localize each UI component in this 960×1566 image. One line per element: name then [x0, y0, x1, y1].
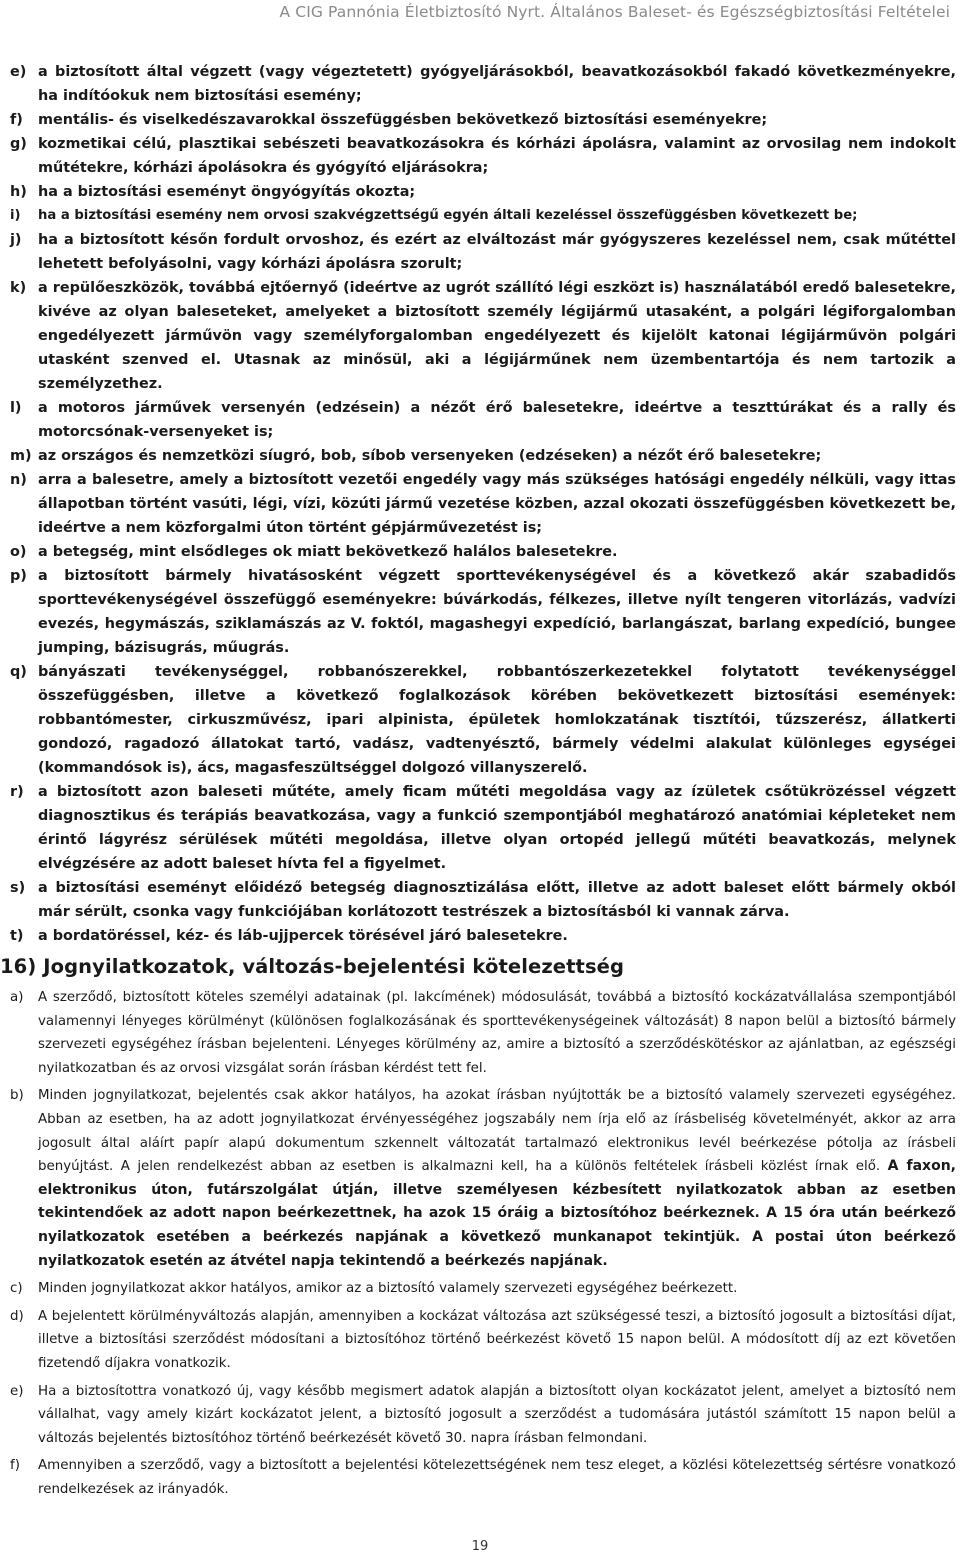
item-text: a biztosított bármely hivatásosként végzett sporttevékenységével és a következő akár szabadidős sporttevékenységével összefüggő eseményekre: búvárkodás, félkezes, illetve nyílt tengeren vitorlázás, vadvízi evezés, hegymászás, sziklamászás az V. foktól, magashegyi expedíció, barlangászat, barlang expedíció, bungee jumping, bázisugrás, műugrás.: [38, 568, 956, 656]
item-label: n): [10, 472, 27, 488]
page-number: 19: [471, 1539, 489, 1554]
item-label: i): [10, 208, 21, 223]
item-label: m): [10, 448, 32, 464]
item-label: j): [10, 232, 22, 248]
item-label: t): [10, 928, 24, 944]
item-text: Amennyiben a szerződő, vagy a biztosított a bejelentési kötelezettségének nem tesz eleget, a közlési kötelezettség sértésre vonatkozó rendelkezések az irányadók.: [38, 1458, 956, 1497]
item-text: a motoros járművek versenyén (edzésein) a nézőt érő balesetekre, ideértve a teszttúrákat és a rally és motorcsónak-versenyeket is;: [38, 400, 956, 440]
item-bold-text: A faxon, elektronikus úton, futárszolgálat útján, illetve személyesen kézbesített nyilatkozatok abban az esetben tekintendőek az adott napon beérkezettnek, ha azok 15 óráig a biztosítóhoz beérkeznek. A 15 óra után beérkező nyilatkozatok esetében a beérkezés napjának a következő munkanapot tekintjük. A postai úton beérkező nyilatkozatok esetén az átvétel napja tekintendő a beérkezés napjának.: [38, 1158, 956, 1269]
item-text: a betegség, mint elsődleges ok miatt bekövetkező halálos balesetekre.: [38, 544, 618, 560]
item-label: f): [10, 112, 23, 128]
item-label: l): [10, 400, 22, 416]
list-item: [10, 468, 956, 540]
item-text: ha a biztosított későn fordult orvoshoz, és ezért az elváltozást már gyógyszeres kezeléssel nem, csak műtéttel lehetett befolyásolni, vagy kórházi ápolásra szorult;: [38, 232, 956, 272]
item-label: e): [10, 64, 27, 80]
item-text: a biztosított azon baleseti műtéte, amely ficam műtéti megoldása vagy az ízületek csőtükrözéssel végzett diagnosztikus és terápiás beavatkozása, vagy a funkció szempontjából meghatározó anatómiai képleteket nem érintő lágyrész sérülések műtéti megoldása, illetve olyan ortopéd jellegű műtéti beavatkozás, melynek elvégzésére az adott baleset hívta fel a figyelmet.: [38, 784, 956, 872]
list-item: [10, 1084, 956, 1273]
item-text-wrapper: [38, 1380, 956, 1451]
item-label: h): [10, 184, 27, 200]
item-text: a repülőeszközök, továbbá ejtőernyő (ideértve az ugrót szállító légi eszközt is) használatából eredő balesetekre, kivéve az olyan baleseteket, amelyeket a biztosított személy légijármű utasaként, a polgári légiforgalomban engedélyezett járművön vagy személyforgalomban engedélyezett és kijelölt katonai légijárművön polgári utasként szenved el. Utasnak az minősül, aki a légijárműnek nem üzembentartója és nem tartozik a személyzethez.: [38, 280, 956, 392]
list-item: [10, 1454, 956, 1501]
list-item: [10, 1305, 956, 1376]
item-text: mentális- és viselkedészavarokkal összefüggésben bekövetkező biztosítási eseményekre;: [38, 112, 768, 128]
item-label: r): [10, 784, 24, 800]
list-item: [10, 132, 956, 180]
item-label: o): [10, 544, 27, 560]
item-label: k): [10, 280, 27, 296]
list-item: [10, 228, 956, 276]
item-text: az országos és nemzetközi síugró, bob, síbob versenyeken (edzéseken) a nézőt érő balesetekre;: [38, 448, 822, 464]
section-title: Jognyilatkozatok, változás-bejelentési kötelezettség: [43, 955, 625, 978]
list-item: [10, 564, 956, 660]
list-item: [10, 540, 956, 564]
item-text: kozmetikai célú, plasztikai sebészeti beavatkozásokra és kórházi ápolásra, valamint az orvosilag nem indokolt műtétekre, kórházi ápolásokra és gyógyító eljárásokra;: [38, 136, 956, 176]
item-text: A bejelentett körülményváltozás alapján, amennyiben a kockázat változása azt szükségessé teszi, a biztosító jogosult a biztosítási díjat, illetve a biztosítási szerződést módosítani a biztosítóhoz történő beérkezést követő 15 napon belül. A módosított díj az ezt követően fizetendő díjakra vonatkozik.: [38, 1308, 956, 1371]
list-item: [10, 780, 956, 876]
list-item: [10, 204, 956, 228]
item-text-wrapper: [38, 1454, 956, 1501]
item-label: g): [10, 136, 27, 152]
item-text-wrapper: [38, 986, 956, 1080]
list-item: [10, 276, 956, 396]
list-item: [10, 396, 956, 444]
item-label: p): [10, 568, 27, 584]
item-label: f): [10, 1458, 20, 1474]
item-text: ha a biztosítási esemény nem orvosi szakvégzettségű egyén általi kezeléssel összefüggésben következett be;: [38, 208, 858, 223]
item-text: Ha a biztosítottra vonatkozó új, vagy később megismert adatok alapján a biztosított olyan kockázatot jelent, amelyet a biztosító nem vállalhat, vagy amely kizárt kockázatot jelent, a biztosító jogosult a szerződést a tudomására jutástól számított 15 napon belül a változás bejelentés biztosítóhoz történő beérkezését követő 30. napra írásban felmondani.: [38, 1383, 956, 1446]
item-label: s): [10, 880, 26, 896]
exclusion-list: [10, 60, 956, 948]
item-label: b): [10, 1088, 24, 1104]
list-item: [10, 660, 956, 780]
list-item: [10, 876, 956, 924]
item-text-wrapper: [38, 1084, 956, 1273]
paragraph-list: [10, 986, 956, 1505]
item-label: q): [10, 664, 27, 680]
item-label: a): [10, 990, 24, 1005]
item-text-wrapper: [38, 1277, 956, 1301]
list-item: [10, 108, 956, 132]
item-text: bányászati tevékenységgel, robbanószerekkel, robbantószerkezetekkel folytatott tevékenységgel összefüggésben, illetve a következő foglalkozások körében bekövetkezett biztosítási események: robbantómester, cirkuszművész, ipari alpinista, épületek homlokzatának tisztítói, tűzszerész, állatkerti gondozó, ragadozó állatokat tartó, vadász, vadtenyésztő, bármely védelmi alakulat különleges egységei (kommandósok is), ács, magasfeszültséggel dolgozó villanyszerelő.: [38, 664, 956, 776]
item-label: d): [10, 1308, 24, 1324]
item-text: Minden jognyilatkozat, bejelentés csak akkor hatályos, ha azokat írásban nyújtották be a biztosító valamely szervezeti egységéhez. Abban az esetben, ha az adott jognyilatkozat érvényességéhez jogszabály nem írja elő az írásbeliség követelményét, akkor az arra jogosult által aláírt papír alapú dokumentum szkennelt változatát tartalmazó elektronikus levél beérkezése pótolja az írásbeli benyújtást. A jelen rendelkezést abban az esetben is alkalmazni kell, ha a különös feltételek írásbeli közlést írnak elő.: [38, 1088, 956, 1175]
list-item: [10, 444, 956, 468]
list-item: [10, 60, 956, 108]
list-item: [10, 924, 956, 948]
section-heading: [0, 955, 624, 978]
item-text-wrapper: [38, 1305, 956, 1376]
item-label: e): [10, 1383, 24, 1399]
item-text: Minden jognyilatkozat akkor hatályos, amikor az a biztosító valamely szervezeti egységéhez beérkezett.: [38, 1281, 738, 1297]
item-text: A szerződő, biztosított köteles személyi adatainak (pl. lakcímének) módosulását, továbbá a biztosító kockázatvállalása szempontjából valamennyi lényeges körülményt (különösen foglalkozásának és sporttevékenységeinek változását) 8 napon belül a biztosító bármely szervezeti egységéhez írásban bejelenteni. Lényeges körülmény az, amire a biztosító a szerződéskötéskor az ajánlatban, az egészségi nyilatkozatban és az orvosi vizsgálat során írásban kérdést tett fel.: [38, 990, 956, 1076]
section-number: 16): [0, 955, 37, 978]
item-text: a biztosított által végzett (vagy végeztetett) gyógyeljárásokból, beavatkozásokból fakadó következményekre, ha indítóokuk nem biztosítási esemény;: [38, 64, 956, 104]
item-text: ha a biztosítási eseményt öngyógyítás okozta;: [38, 184, 416, 200]
page-header: A CIG Pannónia Életbiztosító Nyrt. Általános Baleset- és Egészségbiztosítási Feltételei: [279, 3, 950, 21]
list-item: [10, 986, 956, 1080]
item-text: arra a balesetre, amely a biztosított vezetői engedély vagy más szükséges hatósági engedély nélküli, vagy ittas állapotban történt vasúti, légi, vízi, közúti jármű vezetése közben, azzal okozati összefüggésben következett be, ideértve a nem közforgalmi úton történt gépjárművezetést is;: [38, 472, 956, 536]
list-item: [10, 1380, 956, 1451]
item-text: a biztosítási eseményt előidéző betegség diagnosztizálása előtt, illetve az adott baleset előtt bármely okból már sérült, csonka vagy funkciójában korlátozott testrészek a biztosításból ki vannak zárva.: [38, 880, 956, 920]
list-item: [10, 180, 956, 204]
item-label: c): [10, 1281, 23, 1297]
item-text: a bordatöréssel, kéz- és láb-ujjpercek törésével járó balesetekre.: [38, 928, 568, 944]
list-item: [10, 1277, 956, 1301]
